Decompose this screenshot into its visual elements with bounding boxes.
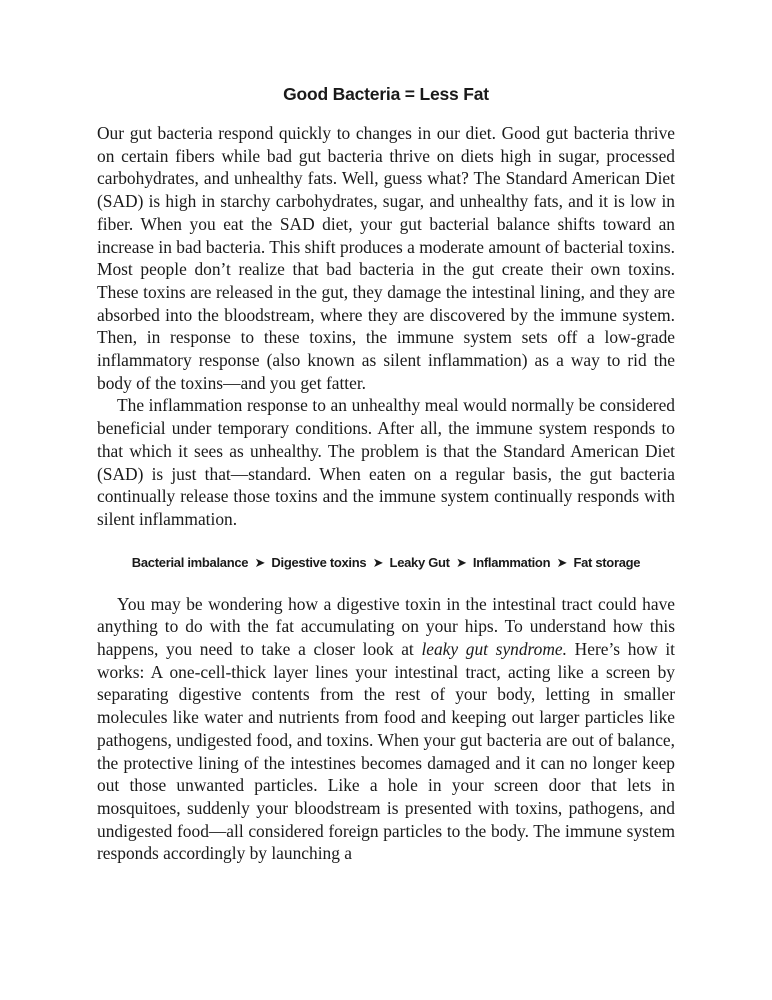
flow-step-leaky-gut: Leaky Gut — [389, 554, 450, 570]
flow-step-digestive-toxins: Digestive toxins — [271, 554, 367, 570]
flow-step-fat-storage: Fat storage — [573, 554, 641, 570]
process-flow — [97, 555, 675, 571]
paragraph-3 — [97, 593, 675, 865]
paragraph-3-text-before: You may be wondering how a digestive toxin in the intestinal tract could have anything to do with the fat accumulating on your hips. To understand how this happens, you need to take a closer look at — [97, 593, 675, 660]
arrow-right-icon: ➤ — [456, 554, 467, 570]
flow-step-inflammation: Inflammation — [472, 554, 551, 570]
arrow-right-icon: ➤ — [254, 554, 266, 570]
document-page — [97, 84, 675, 865]
arrow-right-icon: ➤ — [556, 554, 568, 570]
paragraph-1: Our gut bacteria respond quickly to changes in our diet. Good gut bacteria thrive on certain fibers while bad gut bacteria thrive on diets high in sugar, processed carbohydrates, and unhealthy fats. Well, guess what? The Standard American Diet (SAD) is high in starchy carbohydrates, sugar, and unhealthy fats, and it is low in fiber. When you eat the SAD diet, your gut bacterial balance shifts toward an increase in bad bacteria. This shift produces a moderate amount of bacterial toxins. Most people don’t realize that bad bacteria in the gut create their own toxins. These toxins are released in the gut, they damage the intestinal lining, and they are absorbed into the bloodstream, where they are discovered by the immune system. Then, in response to these toxins, the immune system sets off a low-grade inflammatory response (also known as silent inflammation) as a way to rid the body of the toxins—and you get fatter. — [97, 123, 675, 393]
arrow-right-icon: ➤ — [372, 554, 384, 570]
paragraph-3-text-after: Here’s how it works: A one-cell-thick layer lines your intestinal tract, acting like a screen by separating digestive contents from the rest of your body, letting in smaller molecules like water and nutrients from food and keeping out larger particles like pathogens, undigested food, and toxins. When your gut bacteria are out of balance, the protective lining of the intestines becomes damaged and it can no longer keep out those unwanted particles. Like a hole in your screen door that lets in mosquitoes, suddenly your bloodstream is presented with toxins, pathogens, and undigested food—all considered foreign particles to the body. The immune system responds accordingly by launching a — [97, 639, 675, 864]
flow-step-bacterial-imbalance: Bacterial imbalance — [131, 554, 249, 570]
paragraph-3-italic-term: leaky gut syndrome. — [421, 639, 567, 660]
paragraph-2: The inflammation response to an unhealthy meal would normally be considered beneficial under temporary conditions. After all, the immune system responds to that which it sees as unhealthy. The problem is that the Standard American Diet (SAD) is just that—standard. When eaten on a regular basis, the gut bacteria continually release those toxins and the immune system continually responds with silent inflammation. — [97, 395, 675, 529]
section-title: Good Bacteria = Less Fat — [283, 84, 489, 104]
